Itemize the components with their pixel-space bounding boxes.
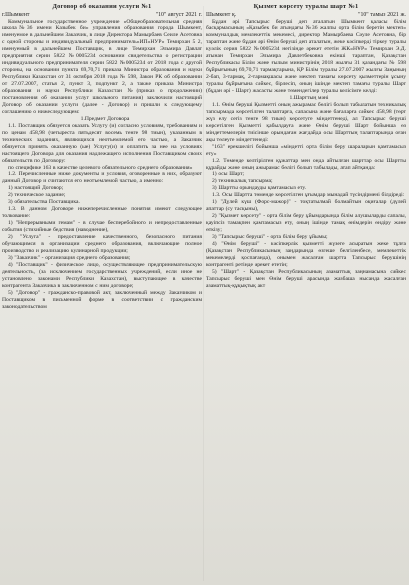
clause-1-2-kz: 1.2. Төменде келтірілген құжаттар мен онда айтылған шарттар осы Шартты құрайды және оның ажырамас бөлігі болып табылады, атап айтқанда: — [206, 157, 406, 171]
list-item-kz: 3) Шартты орындауды қамтамасыз ету. — [212, 185, 307, 192]
definition-kz: 5) "Шарт" - Қазақстан Республикасының азаматтық заңнамасына сәйкес Тапсырыс беруші мен Өнім беруші арасында жазбаша нысанда жасалған азаматтық-құқықтық акт — [206, 268, 406, 289]
preamble-kz: Бұдан әрі Тапсырыс беруші деп аталатын Шымкент қаласы білім басқармасының «Қазыбек би атындағы №36 жалпы орта білім беретін мектеп» коммуналдық мемлекеттік мекемесі, директор Мамырбаева Сәуле Асетовна, бір тараптан және бұдан әрі Өнім беруші деп аталатын, жеке кәсіпкерді тіркеу туралы куәлік серия 5822 №0005234 негізінде әрекет ететін ЖК«НҰР» Темирхан Э.Д. атынан Темирхан Эльмира Давлетбековна екінші тараптан, Қазақстан Республикасы Білім және ғылым министрінің 2018 жылғы 31 қазандағы № 598 бұйрығының 69,70,71 тармақтарына, ҚР Білім туралы 27.07.2007 жылғы Заңының 2-бап, 3-тармақ, 2-тармақшасы және мектеп тамағы көрсету қызметтерін ұсыну туралы бұйрығына сәйкес, бірлесіп, оның ішінде мектеп тамағы туралы Шарт (бұдан әрі - Шарт) жасасты және төмендегілер туралы келісімге келді: — [206, 18, 406, 95]
definition-ru: 2) "Услуга" - предоставление качественного, безопасного питания обучающимся в организации среднего образования, включающие полное производство и реализацию кулинарной продукции; — [2, 234, 202, 254]
clause-1-1-kz: 1.1. Өнім беруші Қызметті оның ажырамас бөлігі болып табылатын техникалық тапсырмада көрсетілген талаптарға, сапасына және бағаларға сәйкес 458,98 (төрт жүз елу сегіз тенге 98 тиын) көрсетуге міндеттенеді, ал Тапсырыс беруші көрсетілген Қызметті қабылдауға және Өнім беруші Шарт бойынша өз міндеттемелерін тиісінше орындаған жағдайда осы Шарттың талаптарында оған ақы төлеуге міндеттенеді: — [206, 101, 406, 143]
section-heading-ru: 1.Предмет Договора — [80, 115, 130, 122]
definition-kz: 1) "Дүлей күш (Форс-мажор)" - тоқтатылмай болмайтын оқиғалар (дүлей апаттар (су тасқыны), — [206, 199, 406, 213]
column-divider — [203, 6, 204, 581]
city-kz: Шымкент қ. — [206, 11, 237, 18]
list-item-ru: 1) настоящий Договор; — [8, 185, 64, 192]
contract-title-kz: Қызмет көрсету туралы шарт №1 — [253, 3, 359, 10]
clause-1-3-kz: 1.3. Осы Шартта төменде көрсетілген ұғымдар мынадай түсіндірмені білдіреді: — [212, 192, 405, 199]
specific-kz: "163" ерекшелігі бойынша «міндетті орта білім беру шараларын қамтамасыз ету» — [206, 143, 406, 157]
date-ru: "10" август 2021 г. — [155, 11, 202, 18]
dateline-ru — [2, 12, 202, 19]
definition-ru: 4) "Поставщик" - физическое лицо, осуществляющее предпринимательскую деятельность, (за исключением государственных учреждений, если иное не установлено законами Республики Казахстан), выступающее в качестве контрагента Заказчика в заключенном с ним договоре; — [2, 261, 202, 289]
definition-ru: 1) "Непрерывными гемам" - в случае бесперебойного и непредоставленные события (стихийные бедствия (наводнение), — [2, 220, 202, 234]
list-item-ru: 2) техническое задание; — [8, 192, 66, 199]
preamble-ru: Коммунальное государственное учреждение «Общеобразовательная средняя школа№36 имени Казыбек би» управления образования города Шымкент, именуемое в дальнейшем Заказчик, в лице Директора Мамырбаев Сеиле Асетовна с одной стороны и индивидуальный предприниматель«ИП»НУР» Темирхан 5 2, именуемый в дальнейшем Поставщик, в лице Темирхан Эльмира Давлат предприятия серии 5822 №0005234 основании свидетельства о регистрации индивидуального предпринимателя серии 5822 №0005234 от 2018 года с другой стороны, на основании пункта 69,70,71 приказа Министра образования и науки Республики Казахстан от 31 октября 2018 года № 598, Закон РК об образовании от 27.07.2007, статья 2, пункт 3, подпункт 2, а также приказа Министра образования и науки Республики Казахстан №(приказ о продолжении) постановления об оказании услуг школьного питания) заключили настоящий Договор об оказании услуги (далее - Договор) и пришли к следующему соглашению о нижеследующем: — [2, 18, 202, 115]
clause-1-3-ru: 1.3. В данном Договоре нижеперечисленные понятия имеют следующее толкование: — [2, 206, 202, 220]
definition-ru: 3) "Заказчик" - организация среднего образования; — [8, 254, 131, 261]
definition-ru: 5) "Договор" - гражданско-правовой акт, заключенный между Заказчиком и Поставщиком в письменной форме в соответствии с гражданским законодательством — [2, 289, 202, 310]
russian-column — [2, 0, 202, 311]
clause-1-1-ru: 1.1. Поставщик обязуется оказать Услугу (и) согласно условиям, требованиям и по ценам 458,98 (четыреста пятьдесят восемь тенге 98 тиын), указанным в технических заданиях, являющихся неотъемлемой его частью, а Заказчик обязуется принять оказанную (ые) Услугу(и) и оплатить за нее на условиях настоящего Договора для оказания надлежащего исполнения Поставщиком своих обязательств по Договору: — [2, 122, 202, 164]
list-item-ru: 3) обязательства Поставщика. — [8, 199, 80, 206]
definition-kz: 2) "Қызмет көрсету" - орта білім беру ұйымдарында білім алушыларды сапалы, қауіпсіз тамақпен қамтамасыз ету, оның ішінде тамақ өнімдерін өндіру және өткізу; — [206, 213, 406, 234]
list-item-kz: 2) техникалық тапсырма; — [212, 178, 273, 185]
definition-kz: 4) "Өнім беруші" - кәсіпкерлік қызметті жүзеге асыратын жеке тұлға (Қазақстан Республикасының заңдарында өзгеше белгіленбесе, мемлекеттік мекемелерді қоспағанда), онымен жасалған шартта Тапсырыс берушінің контрагенті ретінде әрекет ететін; — [206, 241, 406, 268]
section-heading-kz: 1.Шарттың мәні — [289, 94, 329, 101]
specific-ru: по специфике 163 в качестве целевого обязательного среднего образования» — [8, 164, 193, 171]
contract-title-ru: Договор об оказании услуги №1 — [52, 3, 152, 10]
clause-1-2-ru: 1.2. Перечисленные ниже документы и условия, оговоренные в них, образуют данный Договор и считаются его неотъемлемой частью, а именно: — [2, 171, 202, 185]
list-item-kz: 1) осы Шарт; — [212, 171, 245, 178]
city-ru: г.Шымкент — [2, 11, 30, 18]
date-kz: "10" тамыз 2021 ж. — [358, 11, 406, 18]
kazakh-column — [206, 0, 406, 290]
dateline-kz — [206, 12, 406, 19]
definition-kz: 3) "Тапсырыс беруші" - орта білім беру ұйымы; — [212, 234, 328, 241]
